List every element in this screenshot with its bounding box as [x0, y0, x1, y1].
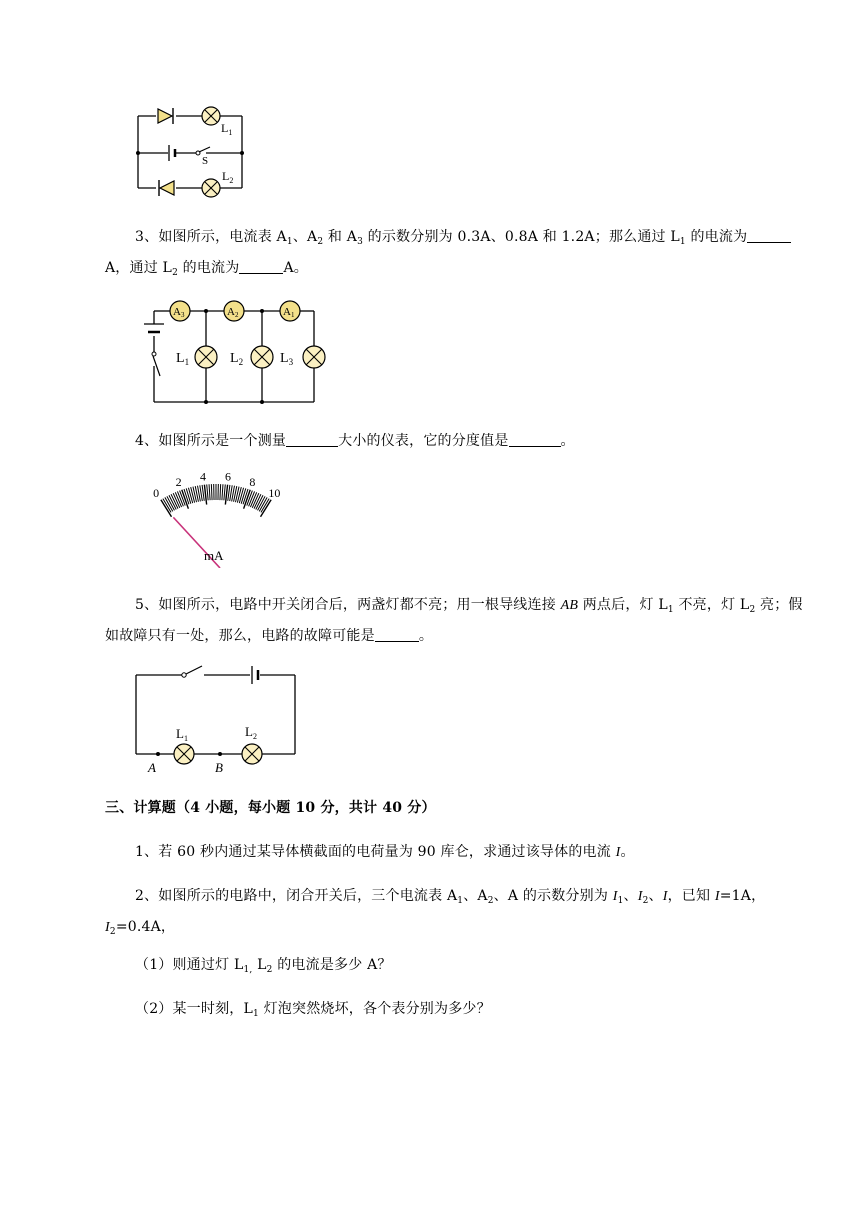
figure-milliammeter-gauge: [128, 468, 318, 568]
section-3-title: 三、计算题（4 小题，每小题 10 分，共计 40 分）: [105, 800, 436, 816]
figure-series-circuit: [128, 660, 308, 776]
gauge-tick-label: 2: [175, 475, 182, 490]
lamp-l1-icon: [202, 107, 220, 125]
svg-text:L2: $L_2$: [222, 169, 234, 185]
gauge-tick: [228, 485, 230, 501]
battery-icon: [144, 324, 164, 332]
svg-text:L1: $L_1$: [176, 726, 188, 743]
calc-question-2-part-1: （1）则通过灯 $L_{1,}$ $L_2$ 的电流是多少 A？: [135, 957, 392, 975]
gauge-tick: [239, 488, 243, 503]
lamp-l3-icon: [303, 346, 325, 368]
calc-question-1: 1、若 60 秒内通过某导体横截面的电荷量为 90 库仑，求通过该导体的电流 I。: [135, 844, 635, 860]
svg-text:A1: A1: [283, 306, 295, 319]
gauge-unit: mA: [204, 548, 224, 563]
gauge-tick-label: 4: [200, 469, 207, 484]
battery-icon: [169, 145, 175, 161]
ammeter-a2-icon: [224, 301, 244, 321]
lamp-l2-icon: [251, 346, 273, 368]
figure-ammeter-circuit: [140, 296, 340, 408]
lamp-l2-icon: [202, 179, 220, 197]
gauge-tick: [207, 484, 208, 500]
question-3: 3、如图所示，电流表 $A_1$、$A_2$ 和 $A_3$ 的示数分别为 0.3A、0.8A 和 1.2A；那么通过 $L_1$ 的电流为A，通过 $L_2$ 的电流为 A。: [105, 224, 805, 286]
gauge-tick: [225, 485, 227, 505]
gauge-tick-label: 10: [268, 486, 281, 501]
figure-diode-circuit: [130, 98, 280, 198]
answer-blank[interactable]: [747, 228, 791, 243]
svg-text:L3: $L_3$: [280, 351, 294, 367]
svg-text:L2: $L_2$: [230, 351, 244, 367]
gauge-tick: [222, 484, 223, 500]
gauge-tick: [220, 484, 221, 500]
switch-icon: [196, 147, 210, 155]
gauge-tick-label: 0: [153, 486, 160, 501]
ammeter-a1-icon: [280, 301, 300, 321]
switch-icon: [152, 352, 160, 376]
diode-top-icon: [158, 108, 173, 124]
answer-blank[interactable]: [509, 432, 561, 447]
gauge-tick: [204, 485, 206, 505]
svg-text:L2: $L_2$: [245, 724, 257, 741]
svg-text:B: B: [215, 760, 223, 775]
calc-question-2-part-2: （2）某一时刻，$L_1$ 灯泡突然烧坏，各个表分别为多少？: [135, 1001, 491, 1019]
gauge-tick: [209, 484, 210, 500]
calc-question-2: 2、如图所示的电路中，闭合开关后，三个电流表 $A_1$、$A_2$、A 的示数分别为 $I_1$、$I_2$、I，已知 I=1A，$I_2=0.4A$，: [105, 888, 766, 937]
lamp-l1-icon: [174, 744, 194, 764]
battery-icon: [252, 666, 258, 684]
svg-text:A: A: [148, 760, 156, 775]
gauge-tick: [224, 484, 225, 500]
diode-bottom-icon: [159, 180, 174, 196]
gauge-tick: [202, 485, 204, 501]
ammeter-a3-icon: [170, 301, 190, 321]
switch-icon: [182, 666, 202, 677]
answer-blank[interactable]: [286, 432, 338, 447]
svg-text:L1: $L_1$: [221, 121, 233, 137]
lamp-l2-icon: [242, 744, 262, 764]
lamp-l1-icon: [195, 346, 217, 368]
svg-text:S: S: [202, 155, 209, 167]
gauge-tick-label: 6: [224, 469, 231, 484]
question-5: 5、如图所示，电路中开关闭合后，两盏灯都不亮；用一根导线连接 AB 两点后，灯 $L_1$ 不亮，灯 $L_2$ 亮；假如故障只有一处，那么，电路的故障可能是 。: [105, 597, 803, 644]
answer-blank[interactable]: [375, 627, 419, 642]
gauge-tick: [188, 488, 192, 503]
gauge-tick-label: 8: [249, 475, 256, 490]
svg-text:A2: A2: [227, 306, 239, 319]
gauge-tick: [211, 484, 212, 500]
svg-text:A3: A3: [173, 306, 185, 319]
question-4: 4、如图所示是一个测量 大小的仪表，它的分度值是 。: [135, 433, 575, 449]
answer-blank[interactable]: [239, 259, 283, 274]
svg-text:L1: $L_1$: [176, 351, 190, 367]
